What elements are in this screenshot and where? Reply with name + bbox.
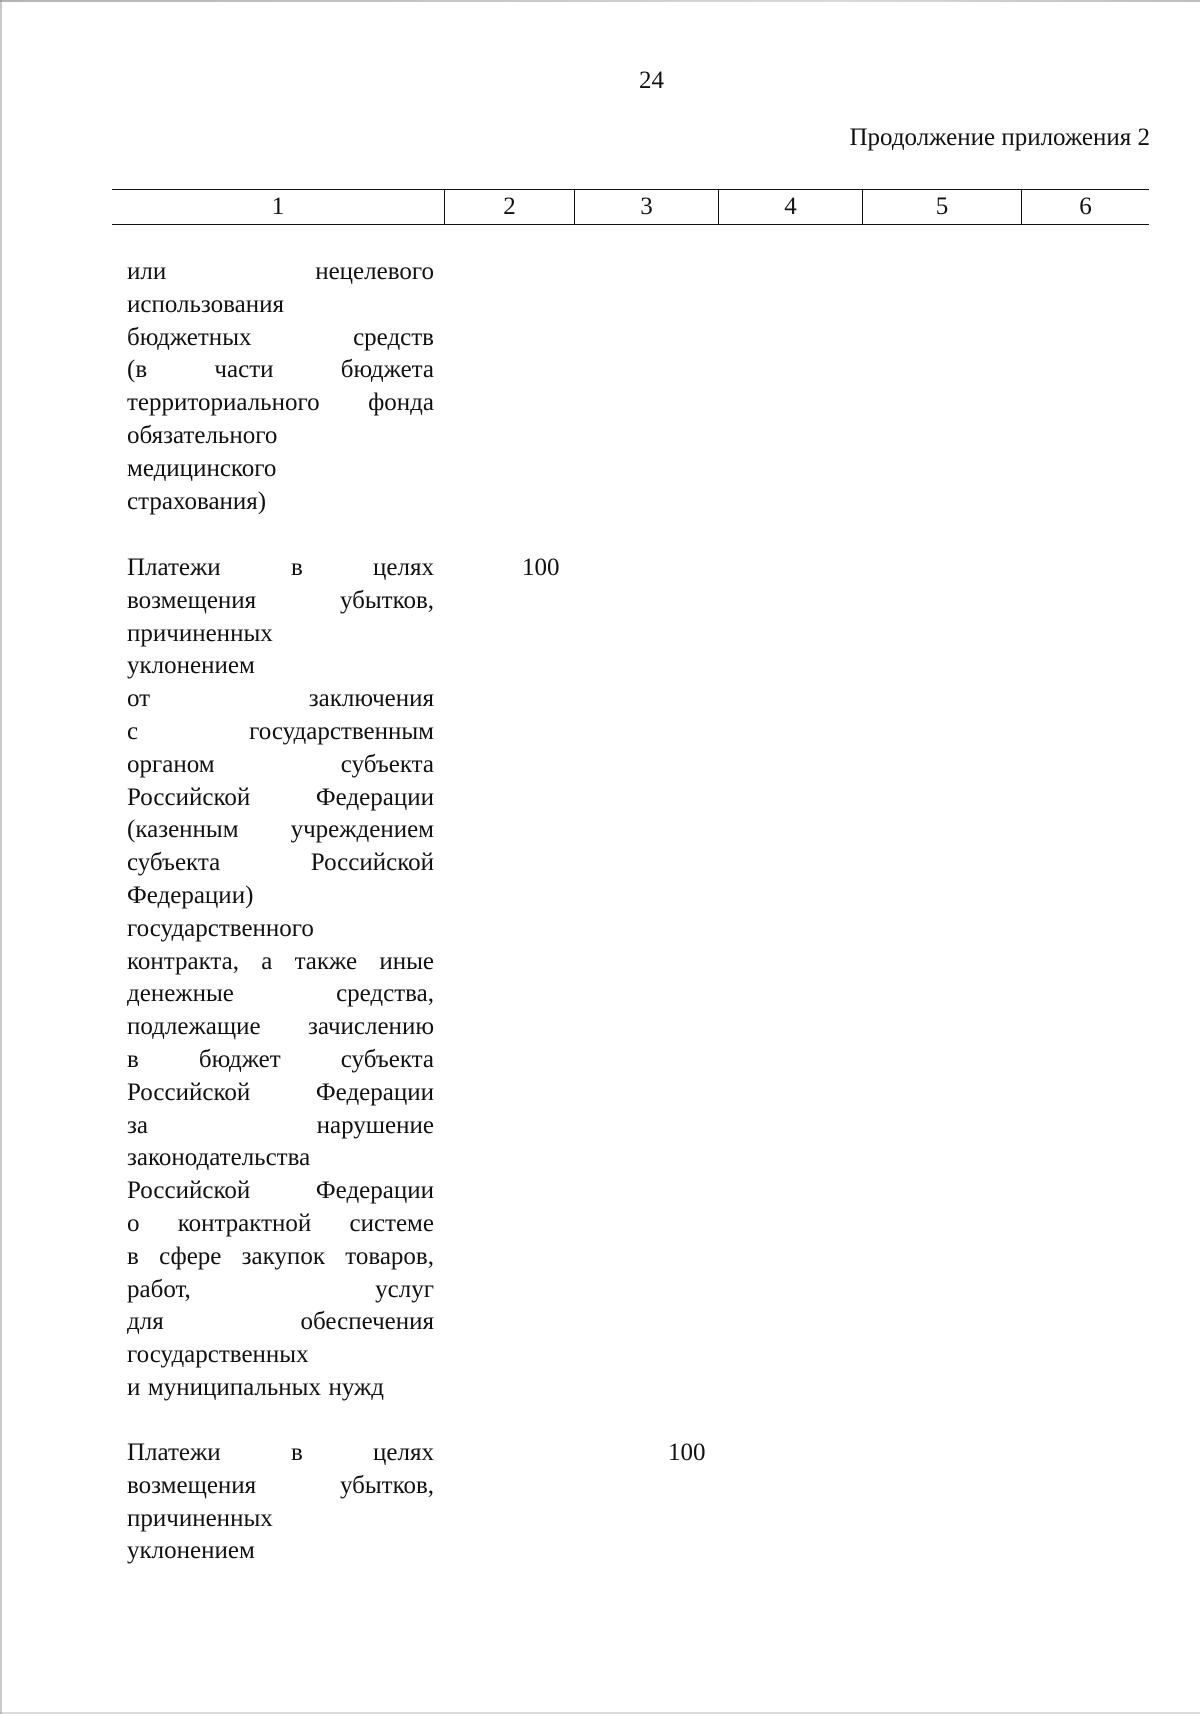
word: фонда	[368, 389, 434, 417]
word: также	[294, 947, 358, 975]
word: от	[127, 685, 151, 713]
table-row-1-name	[127, 256, 434, 518]
word: субъекта	[340, 1045, 434, 1073]
word: целях	[373, 1439, 434, 1466]
word: товаров,	[345, 1242, 434, 1270]
table-header-row	[112, 189, 1149, 225]
row-3-line-2	[127, 1470, 434, 1503]
word: Российской	[127, 1177, 251, 1205]
word: в	[127, 1045, 139, 1073]
row-2-line-10	[127, 847, 434, 880]
row-2-line-8	[127, 782, 434, 815]
table-row-2-col-2-value: 100	[522, 554, 560, 581]
row-1-line-2	[127, 289, 434, 322]
appendix-continuation-note: Продолжение приложения 2	[849, 124, 1150, 151]
scan-edge-top	[0, 0, 1200, 2]
word: или	[127, 258, 167, 285]
row-2-line-6	[127, 716, 434, 749]
row-2-line-2	[127, 585, 434, 618]
row-2-line-16	[127, 1044, 434, 1077]
table-header-col-2: 2	[444, 190, 574, 224]
word: Платежи	[127, 554, 221, 581]
word: бюджет	[198, 1045, 281, 1073]
word: сфере	[159, 1242, 222, 1270]
word: Федерации	[315, 1078, 434, 1106]
word: части	[214, 356, 274, 384]
word: за	[127, 1111, 148, 1139]
word: средств	[353, 323, 434, 351]
row-3-line-4	[127, 1535, 434, 1568]
word: (в	[127, 356, 148, 384]
row-2-line-11	[127, 880, 434, 913]
word: государственного	[127, 914, 314, 942]
row-2-line-19	[127, 1142, 434, 1175]
word: денежные	[127, 980, 234, 1008]
row-1-line-4	[127, 354, 434, 387]
word: и	[127, 1373, 141, 1401]
row-1-line-5	[127, 387, 434, 420]
word: Федерации	[315, 1177, 434, 1205]
word: учреждением	[290, 816, 434, 844]
row-2-line-4	[127, 650, 434, 683]
table-header-col-3: 3	[574, 190, 718, 224]
word: в	[127, 1242, 139, 1270]
scan-edge-left	[0, 0, 2, 1714]
word: государственным	[249, 717, 434, 745]
word: контракта,	[127, 947, 239, 975]
row-3-line-3	[127, 1503, 434, 1536]
word: с	[127, 717, 139, 745]
word: Российской	[127, 783, 251, 811]
table-row-2-name	[127, 552, 434, 1405]
page-number-text: 24	[639, 67, 664, 94]
word: (казенным	[127, 816, 239, 844]
word: нарушение	[316, 1111, 434, 1139]
word: услуг	[375, 1275, 434, 1303]
word: бюджета	[340, 356, 434, 384]
row-2-line-22	[127, 1241, 434, 1274]
word: использования	[127, 290, 284, 318]
row-3-line-1	[127, 1437, 434, 1470]
row-2-line-21	[127, 1208, 434, 1241]
row-2-line-17	[127, 1077, 434, 1110]
word: органом	[127, 750, 215, 778]
word: средства,	[336, 980, 434, 1008]
word: иные	[379, 947, 434, 975]
row-2-line-1	[127, 552, 434, 585]
word: для	[127, 1308, 164, 1336]
row-2-line-13	[127, 946, 434, 979]
word: Федерации)	[127, 881, 254, 909]
row-2-line-12	[127, 913, 434, 946]
word: подлежащие	[127, 1013, 261, 1041]
row-1-line-6	[127, 420, 434, 453]
word: контрактной	[177, 1209, 312, 1237]
word: нужд	[328, 1373, 385, 1401]
row-1-line-1	[127, 256, 434, 289]
word: Федерации	[315, 783, 434, 811]
word: причиненных	[127, 619, 273, 647]
word: возмещения	[127, 1471, 257, 1499]
word: Платежи	[127, 1439, 221, 1466]
row-2-line-23	[127, 1274, 434, 1307]
word: субъекта	[127, 849, 221, 877]
row-2-line-25	[127, 1339, 434, 1372]
row-2-line-14	[127, 978, 434, 1011]
table-header-col-1: 1	[271, 193, 285, 220]
word: о	[127, 1209, 140, 1237]
table-row-3-col-3-value: 100	[668, 1439, 706, 1466]
word: страхования)	[127, 487, 267, 515]
row-2-line-20	[127, 1175, 434, 1208]
row-1-line-3	[127, 322, 434, 355]
row-2-line-26	[127, 1372, 434, 1405]
word: убытков,	[339, 1471, 434, 1499]
row-2-line-5	[127, 683, 434, 716]
word: муниципальных	[147, 1373, 321, 1401]
word: нецелевого	[315, 258, 434, 285]
word: законодательства	[127, 1144, 311, 1172]
word: зачислению	[307, 1013, 434, 1041]
row-2-line-15	[127, 1011, 434, 1044]
word: Российской	[127, 1078, 251, 1106]
table-header-col-5: 5	[862, 190, 1021, 224]
word: в	[290, 554, 303, 581]
word: медицинского	[127, 454, 277, 482]
word: Российской	[310, 849, 434, 877]
table-header-col-4: 4	[718, 190, 862, 224]
row-2-line-9	[127, 814, 434, 847]
word: убытков,	[339, 586, 434, 614]
word: бюджетных	[127, 323, 252, 351]
word: территориального	[127, 389, 320, 417]
word: системе	[349, 1209, 434, 1237]
row-2-line-3	[127, 618, 434, 651]
row-2-line-18	[127, 1110, 434, 1143]
word: обязательного	[127, 421, 278, 449]
word: целях	[373, 554, 434, 581]
word: работ,	[127, 1275, 191, 1303]
word: уклонением	[127, 1537, 255, 1565]
word: закупок	[241, 1242, 325, 1270]
word: заключения	[308, 685, 434, 713]
word: уклонением	[127, 652, 255, 680]
word: в	[290, 1439, 303, 1466]
word: государственных	[127, 1341, 309, 1369]
word: а	[261, 947, 273, 975]
row-2-line-24	[127, 1306, 434, 1339]
table-header-col-6: 6	[1021, 190, 1149, 224]
row-1-line-7	[127, 453, 434, 486]
row-1-line-8	[127, 486, 434, 519]
row-2-line-7	[127, 749, 434, 782]
word: обеспечения	[300, 1308, 434, 1336]
word: субъекта	[340, 750, 434, 778]
word: возмещения	[127, 586, 257, 614]
table-row-3-name	[127, 1437, 434, 1568]
word: причиненных	[127, 1504, 273, 1532]
